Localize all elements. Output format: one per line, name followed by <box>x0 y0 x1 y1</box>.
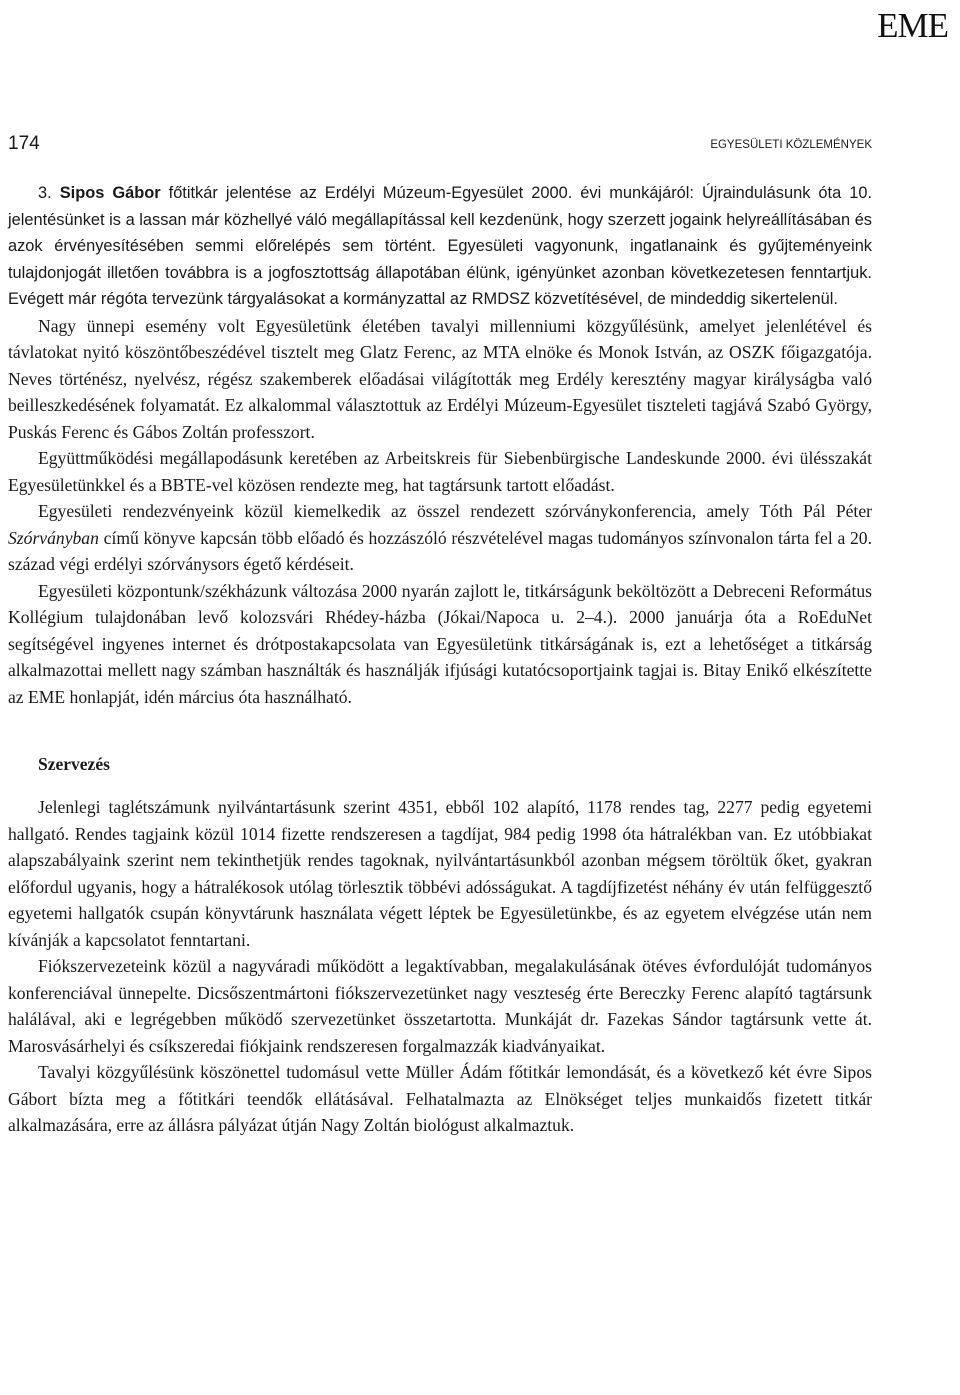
page-content <box>8 180 872 1139</box>
report-intro <box>8 180 872 313</box>
running-head: EGYESÜLETI KÖZLEMÉNYEK <box>710 139 872 151</box>
conference-text-before: Egyesületi rendezvényeink közül kiemelkedik az összel rendezett szórványkonferencia, amely Tóth Pál Péter <box>38 501 872 521</box>
paragraph-membership: Jelenlegi taglétszámunk nyilvántartásunk szerint 4351, ebből 102 alapító, 1178 rendes tag, 2277 pedig egyetemi hallgató. Rendes tagjaink közül 1014 fizette rendszeresen a tagdíjat, 984 pedig 1998 óta hátralékban van. Ez utóbbiakat alapszabályaink szerint nem tekinthetjük rendes tagoknak, nyilvántartásunkból azonban mégsem töröltük őket, gyakran előfordul ugyanis, hogy a hátralékosok utólag törlesztik többévi adósságukat. A tagdíjfizetést néhány év után felfüggesztő egyetemi hallgatók csupán könyvtárunk használata végett léptek be Egyesületünkbe, és az egyetem elvégzése után nem kívánják a kapcsolatot fenntartani. <box>8 797 872 950</box>
paragraph-cooperation: Együttműködési megállapodásunk keretében az Arbeitskreis für Siebenbürgische Landeskunde 2000. évi ülésszakát Egyesületünkkel és a BBTE-vel közösen rendezte meg, hat tagtársunk tartott előadást. <box>8 448 872 495</box>
intro-text: főtitkár jelentése az Erdélyi Múzeum-Egyesület 2000. évi munkájáról: Újraindulásunk óta 10. jelentésünket is a lassan már közhellyé váló megállapítással kell kezdenünk, hogy szerzett jogaink helyreállításában és azok érvényesítésében semmi előrelépés sem történt. Egyesületi vagyonunk, ingatlanaink és gyűjteményeink tulajdonjogát illetően továbbra is a jogfosztottság állapotában élünk, igényünket azonban következetesen fenntartjuk. Evégett már régóta tervezünk tárgyalásokat a kormányzattal az RMDSZ közvetítésével, de mindeddig sikertelenül. <box>8 184 873 308</box>
page-number: 174 <box>8 133 40 154</box>
paragraph-secretary: Tavalyi közgyűlésünk köszönettel tudomásul vette Müller Ádám főtitkár lemondását, és a következő két évre Sipos Gábort bízta meg a főtitkári teendők ellátásával. Felhatalmazta az Elnökséget teljes munkaidős fizetett titkár alkalmazására, erre az állásra pályázat útján Nagy Zoltán biológust alkalmaztuk. <box>8 1062 872 1135</box>
item-number: 3. <box>38 184 52 202</box>
paragraph-millennium: Nagy ünnepi esemény volt Egyesületünk életében tavalyi millenniumi közgyűlésünk, amelyet jelenlétével és távlatokat nyitó köszöntőbeszédével tisztelt meg Glatz Ferenc, az MTA elnöke és Monok István, az OSZK főigazgatója. Neves történész, nyelvész, régész szakemberek előadásai világították meg Erdély keresztény magyar királyságba való beilleszkedésének folyamatát. Ez alkalommal választottuk az Erdélyi Múzeum-Egyesület tiszteleti tagjává Szabó György, Puskás Ferenc és Gábos Zoltán professzort. <box>8 315 872 442</box>
report-intro-block <box>8 180 872 313</box>
conference-text-after: című könyve kapcsán több előadó és hozzászóló részvételével magas tudományos színvonalon tárta fel a 20. század végi erdélyi szórványsors égető kérdéseit. <box>8 527 872 574</box>
author-name: Sipos Gábor <box>59 184 161 202</box>
page-header <box>8 133 872 163</box>
section-heading: Szervezés <box>38 754 110 774</box>
eme-logo: EME <box>877 6 948 45</box>
paragraph-headquarters: Egyesületi központunk/székházunk változása 2000 nyarán zajlott le, titkárságunk beköltözött a Debreceni Református Kollégium tulajdonában levő kolozsvári Rhédey-házba (Jókai/Napoca u. 2–4.). 2000 januárja óta a RoEduNet segítségével ingyenes internet és drótpostakapcsolata van Egyesületünk titkárságának is, ezt a lehetőséget a titkárság alkalmazottai mellett nagy számban használták és használják ifjúsági kutatócsoportjaink tagjai is. Bitay Enikő elkészítette az EME honlapját, idén március óta használható. <box>8 580 872 707</box>
paragraph-conference <box>8 498 872 578</box>
report-body <box>8 313 872 1139</box>
paragraph-branches: Fiókszervezeteink közül a nagyváradi működött a legaktívabban, megalakulásának ötéves évfordulóját tudományos konferenciával ünnepelte. Dicsőszentmártoni fiókszervezetünket nagy veszteség érte Bereczky Ferenc alapító tagtársunk halálával, aki e legrégebben működő szervezetünket összetartotta. Munkáját dr. Fazekas Sándor tagtársunk vette át. Marosvásárhelyi és csíkszeredai fiókjaink rendszeresen forgalmazzák kiadványaikat. <box>8 956 872 1056</box>
book-title: Szórványban <box>8 527 99 548</box>
